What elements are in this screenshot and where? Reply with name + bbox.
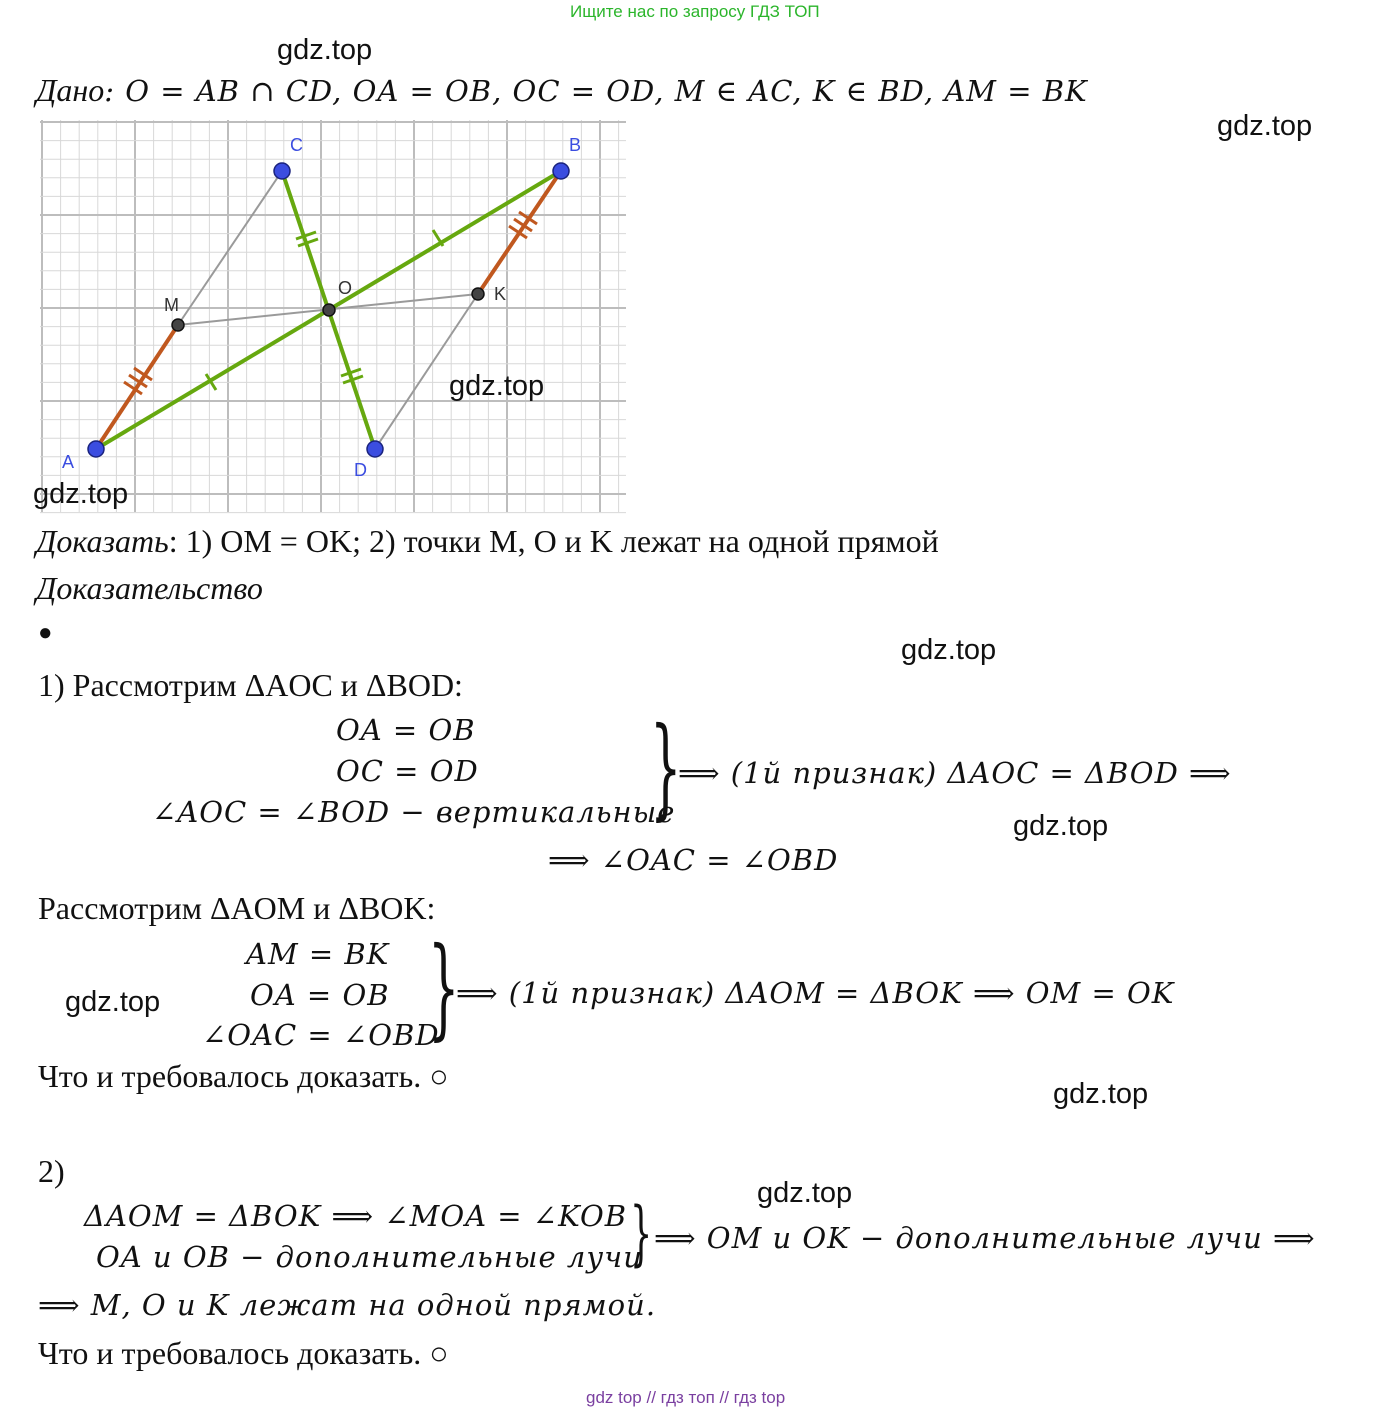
prove-text: : 1) OM = OK; 2) точки M, O и K лежат на одной прямой xyxy=(168,523,939,559)
watermark: gdz.top xyxy=(449,370,545,402)
prove-label: Доказать xyxy=(36,523,169,559)
point-M xyxy=(172,319,184,331)
label-B: B xyxy=(569,135,582,155)
part1-intro2: Рассмотрим ΔAOM и ΔBOK: xyxy=(38,890,436,926)
part2-eq2: OA и OB − дополнительные лучи xyxy=(96,1240,643,1274)
part2-num: 2) xyxy=(38,1153,65,1189)
part2-result: ⟹ OM и OK − дополнительные лучи ⟹ xyxy=(654,1221,1316,1255)
part1-eq3: ∠AOC = ∠BOD − вертикальные xyxy=(152,795,676,829)
given-line xyxy=(36,72,1088,109)
label-O: O xyxy=(338,278,353,298)
watermark: gdz.top xyxy=(1217,110,1313,142)
bullet: ● xyxy=(38,620,53,646)
part1-eq5: OA = OB xyxy=(250,978,390,1012)
prove-line xyxy=(36,523,939,560)
label-K: K xyxy=(494,284,507,304)
point-D xyxy=(367,441,383,457)
watermark: gdz.top xyxy=(33,478,129,510)
brace-right: } xyxy=(650,703,682,831)
label-D: D xyxy=(354,460,367,480)
top-banner[interactable]: Ищите нас по запросу ГДЗ ТОП xyxy=(570,2,820,21)
part2-result2: ⟹ M, O и K лежат на одной прямой. xyxy=(38,1288,657,1322)
grid xyxy=(40,120,626,513)
label-A: A xyxy=(62,452,75,472)
part1-result3: ⟹ (1й признак) ΔAOM = ΔBOK ⟹ OM = OK xyxy=(456,976,1175,1010)
brace-right: } xyxy=(428,923,460,1051)
brace-right: } xyxy=(630,1192,653,1274)
segment-CM xyxy=(178,171,282,325)
point-B xyxy=(553,163,569,179)
watermark: gdz.top xyxy=(1053,1078,1149,1110)
point-A xyxy=(88,441,104,457)
part1-eq1: OA = OB xyxy=(336,713,476,747)
watermark: gdz.top xyxy=(757,1177,853,1209)
part1-eq4: AM = BK xyxy=(246,937,390,971)
given-label: Дано xyxy=(36,72,105,108)
footer-links[interactable]: gdz top // гдз топ // гдз top xyxy=(586,1388,786,1407)
part1-eq2: OC = OD xyxy=(336,754,479,788)
part1-qed: Что и требовалось доказать. ○ xyxy=(38,1058,449,1094)
part1-intro: 1) Рассмотрим ΔAOC и ΔBOD: xyxy=(38,667,463,703)
watermark: gdz.top xyxy=(65,986,161,1018)
part1-eq6: ∠OAC = ∠OBD xyxy=(202,1018,440,1052)
watermark: gdz.top xyxy=(901,634,997,666)
part1-result: ⟹ (1й признак) ΔAOC = ΔBOD ⟹ xyxy=(678,756,1232,790)
part2-qed: Что и требовалось доказать. ○ xyxy=(38,1335,449,1371)
proof-label: Доказательство xyxy=(36,570,263,606)
point-C xyxy=(274,163,290,179)
point-K xyxy=(472,288,484,300)
segment-AM xyxy=(96,325,178,449)
label-C: C xyxy=(290,135,303,155)
watermark: gdz.top xyxy=(1013,810,1109,842)
geometry-figure xyxy=(40,120,630,515)
watermark: gdz.top xyxy=(277,34,373,66)
given-text: : O = AB ∩ CD, OA = OB, OC = OD, M ∈ AC, K ∈ BD, AM = BK xyxy=(104,74,1088,108)
label-M: M xyxy=(164,295,179,315)
part1-result2: ⟹ ∠OAC = ∠OBD xyxy=(548,843,839,877)
point-O xyxy=(323,304,335,316)
part2-eq1: ΔAOM = ΔBOK ⟹ ∠MOA = ∠KOB xyxy=(84,1199,628,1233)
tick-marks-orange xyxy=(124,212,537,394)
